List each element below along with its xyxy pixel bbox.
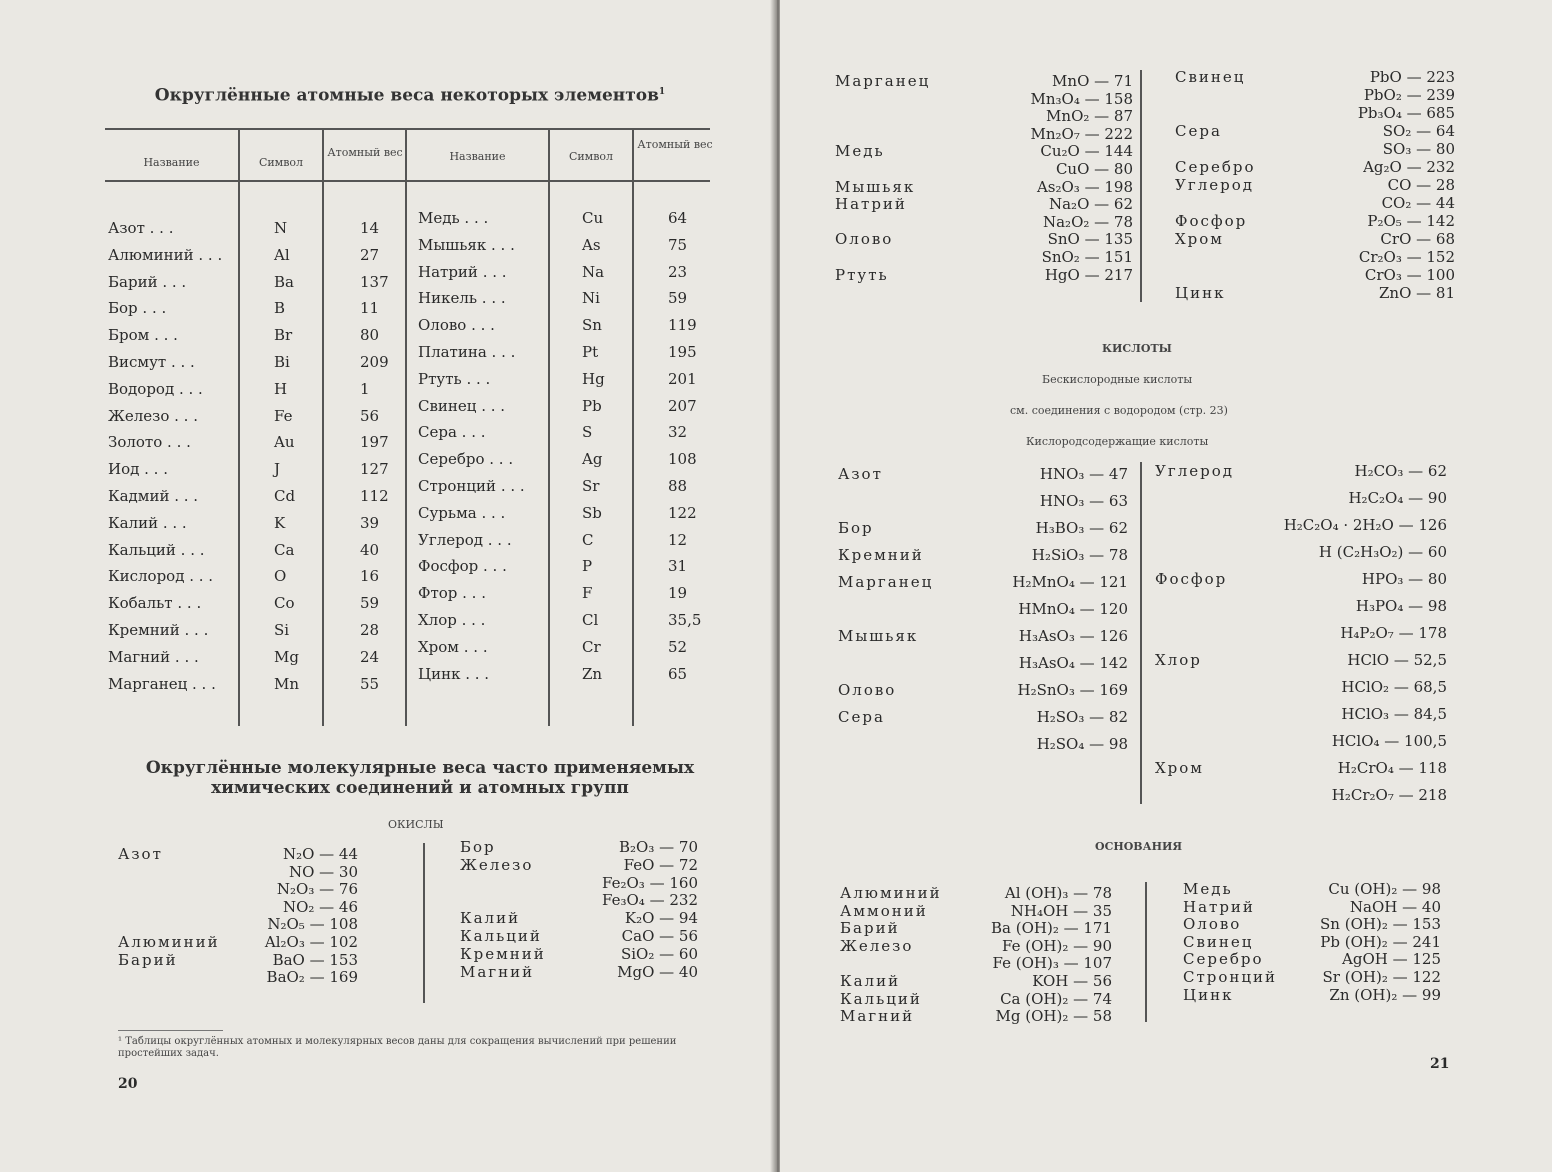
- compound-element-name: Олово: [1183, 915, 1242, 934]
- compound-element-name: Железо: [460, 855, 534, 874]
- compound-element-name: Углерод: [1155, 462, 1234, 480]
- compound-formula: H₂SO₃ — 82: [1036, 708, 1128, 726]
- compound-formula: CO₂ — 44: [1381, 194, 1455, 212]
- element-symbol: J: [274, 460, 281, 479]
- compound-formula: Ca (OH)₂ — 74: [1000, 989, 1112, 1008]
- element-weight: 28: [360, 621, 380, 639]
- compound-formula: CaO — 56: [621, 927, 698, 945]
- header-weight-1: Атомный вес: [327, 146, 403, 159]
- compound-element-name: Аммоний: [840, 901, 928, 920]
- element-name: Бор . . .: [108, 299, 167, 318]
- footnote: ¹ Таблицы округлённых атомных и молекулярных весов даны для сокращения вычислений при решении простейших задач.: [118, 1036, 677, 1059]
- element-symbol: Ba: [274, 272, 294, 291]
- compound-formula: NaOH — 40: [1349, 897, 1441, 916]
- element-weight: 19: [668, 584, 688, 603]
- element-name: Серебро . . .: [418, 450, 514, 469]
- element-weight: 88: [668, 477, 688, 495]
- compound-formula: Ba (OH)₂ — 171: [991, 919, 1112, 938]
- compound-formula: N₂O — 44: [282, 845, 358, 863]
- compound-element-name: Сера: [838, 708, 885, 726]
- compound-element-name: Барий: [118, 950, 178, 969]
- compound-element-name: Свинец: [1175, 68, 1246, 86]
- element-name: Висмут . . .: [108, 353, 195, 371]
- compound-formula: NO₂ — 46: [282, 897, 358, 916]
- element-name: Ртуть . . .: [418, 369, 491, 388]
- element-symbol: P: [582, 557, 593, 576]
- compound-formula: HClO₃ — 84,5: [1341, 705, 1447, 723]
- compound-formula: P₂O₅ — 142: [1367, 212, 1455, 230]
- compound-formula: SO₂ — 64: [1382, 122, 1455, 140]
- element-symbol: H: [274, 379, 288, 398]
- element-name: Углерод . . .: [418, 530, 512, 549]
- element-name: Сурьма . . .: [418, 503, 506, 522]
- element-name: Кремний . . .: [108, 621, 209, 639]
- compound-formula: PbO₂ — 239: [1363, 86, 1455, 104]
- compound-element-name: Серебро: [1175, 158, 1256, 176]
- element-name: Сера . . .: [418, 423, 486, 442]
- element-name: Олово . . .: [418, 316, 495, 335]
- atomic-weights-title: Округлённые атомные веса некоторых элементов$^1$: [154, 85, 666, 106]
- compound-formula: ZnO — 81: [1378, 284, 1455, 302]
- compound-element-name: Железо: [840, 936, 914, 955]
- element-weight: 40: [360, 540, 380, 559]
- element-weight: 80: [360, 326, 380, 345]
- compound-formula: Ag₂O — 232: [1363, 158, 1455, 176]
- compound-formula: H₃BO₃ — 62: [1035, 519, 1128, 537]
- compound-formula: H₃AsO₃ — 126: [1018, 627, 1128, 645]
- element-symbol: Cu: [582, 209, 604, 227]
- oxygen-free-acids-note: см. соединения с водородом (стр. 23): [1010, 404, 1228, 417]
- element-symbol: O: [274, 567, 287, 586]
- compound-element-name: Азот: [838, 465, 883, 483]
- element-symbol: Mn: [274, 674, 300, 693]
- compound-element-name: Бор: [460, 838, 496, 856]
- element-symbol: Al: [274, 245, 290, 264]
- element-name: Фтор . . .: [418, 584, 486, 603]
- compound-element-name: Хлор: [1155, 651, 1202, 669]
- element-symbol: Ag: [582, 450, 603, 469]
- element-symbol: Br: [274, 326, 293, 345]
- element-symbol: Zn: [582, 664, 603, 683]
- element-symbol: Mg: [274, 647, 299, 666]
- compound-formula: Sn (OH)₂ — 153: [1320, 915, 1441, 934]
- element-name: Железо . . .: [108, 406, 198, 425]
- compound-formula: FeO — 72: [623, 855, 698, 874]
- compound-formula: H (C₂H₃O₂) — 60: [1318, 543, 1447, 561]
- compound-formula: H₂SnO₃ — 169: [1017, 681, 1128, 699]
- header-symbol-1: Символ: [258, 156, 304, 169]
- element-weight: 122: [668, 503, 697, 522]
- compound-formula: BaO — 153: [272, 950, 358, 969]
- compound-element-name: Алюминий: [118, 933, 220, 951]
- element-weight: 119: [668, 316, 697, 335]
- element-symbol: K: [274, 513, 286, 532]
- compound-element-name: Кальций: [460, 927, 542, 945]
- compound-formula: H₂Cr₂O₇ — 218: [1331, 786, 1447, 804]
- element-weight: 27: [360, 245, 380, 264]
- compound-formula: H₂C₂O₄ — 90: [1348, 489, 1447, 507]
- compound-formula: NO — 30: [288, 862, 358, 881]
- element-name: Бром . . .: [108, 326, 178, 345]
- compound-element-name: Магний: [840, 1007, 915, 1026]
- element-symbol: Co: [274, 594, 295, 613]
- compound-formula: BaO₂ — 169: [266, 968, 358, 987]
- element-weight: 65: [668, 664, 688, 683]
- element-symbol: Au: [274, 433, 295, 452]
- header-name-2: Название: [449, 150, 506, 163]
- compound-formula: CuO — 80: [1055, 160, 1133, 178]
- compound-formula: H₂CO₃ — 62: [1354, 462, 1447, 480]
- compound-formula: H₄P₂O₇ — 178: [1340, 624, 1447, 642]
- compound-element-name: Фосфор: [1155, 570, 1228, 588]
- compound-formula: Cr₂O₃ — 152: [1358, 248, 1455, 266]
- header-name-1: Название: [143, 156, 200, 169]
- element-name: Магний . . .: [108, 647, 199, 666]
- compound-formula: SiO₂ — 60: [620, 944, 698, 963]
- compound-formula: SnO — 135: [1047, 230, 1133, 249]
- element-weight: 32: [668, 423, 688, 442]
- element-name: Хлор . . .: [418, 611, 486, 629]
- element-name: Цинк . . .: [418, 664, 490, 683]
- compound-element-name: Свинец: [1183, 932, 1254, 951]
- element-name: Медь . . .: [418, 209, 489, 227]
- header-symbol-2: Символ: [568, 150, 614, 163]
- element-symbol: Sb: [582, 503, 602, 522]
- compound-formula: H₂MnO₄ — 121: [1012, 573, 1128, 591]
- element-name: Азот . . .: [108, 219, 174, 237]
- compound-element-name: Марганец: [838, 573, 934, 591]
- element-symbol: Si: [274, 621, 290, 639]
- element-name: Барий . . .: [108, 272, 187, 291]
- element-weight: 127: [360, 460, 389, 479]
- compound-element-name: Олово: [838, 681, 897, 699]
- element-weight: 108: [668, 450, 697, 469]
- element-symbol: Na: [582, 262, 605, 281]
- compound-element-name: Кремний: [838, 546, 924, 564]
- element-name: Фосфор . . .: [418, 557, 507, 576]
- compound-formula: B₂O₃ — 70: [619, 838, 698, 856]
- compound-element-name: Хром: [1155, 759, 1204, 777]
- compound-formula: CrO — 68: [1380, 230, 1455, 248]
- element-symbol: Bi: [274, 353, 290, 371]
- element-weight: 112: [360, 487, 389, 505]
- element-name: Свинец . . .: [418, 396, 506, 415]
- compound-formula: HNO₃ — 47: [1039, 465, 1128, 483]
- compound-formula: PbO — 223: [1369, 68, 1455, 86]
- element-symbol: Ni: [582, 289, 600, 308]
- compound-formula: H₂C₂O₄ · 2H₂O — 126: [1283, 516, 1447, 534]
- element-symbol: Sr: [582, 477, 600, 495]
- oxides-title: ОКИСЛЫ: [388, 818, 444, 831]
- compound-element-name: Калий: [460, 909, 521, 928]
- element-weight: 12: [668, 530, 688, 549]
- compound-formula: MgO — 40: [617, 962, 698, 981]
- element-name: Калий . . .: [108, 513, 187, 532]
- compound-formula: H₂SO₄ — 98: [1036, 735, 1128, 753]
- compound-formula: MnO₂ — 87: [1046, 107, 1133, 126]
- compound-element-name: Мышьяк: [838, 627, 919, 645]
- compound-element-name: Хром: [1175, 230, 1224, 248]
- compound-element-name: Углерод: [1175, 176, 1254, 194]
- compound-element-name: Кальций: [840, 989, 922, 1008]
- compound-element-name: Цинк: [1183, 985, 1234, 1004]
- element-name: Иод . . .: [108, 460, 168, 479]
- element-weight: 31: [668, 557, 688, 576]
- element-name: Алюминий . . .: [108, 245, 223, 264]
- element-name: Мышьяк . . .: [418, 235, 515, 254]
- compound-formula: AgOH — 125: [1342, 950, 1441, 969]
- compound-formula: Na₂O — 62: [1048, 195, 1133, 214]
- compound-formula: Mg (OH)₂ — 58: [995, 1007, 1112, 1026]
- compound-element-name: Марганец: [835, 72, 931, 90]
- element-weight: 207: [668, 396, 697, 415]
- compound-element-name: Бор: [838, 519, 874, 537]
- compound-formula: Mn₃O₄ — 158: [1030, 89, 1133, 108]
- compound-formula: Al (OH)₃ — 78: [1004, 884, 1112, 902]
- compound-element-name: Медь: [1183, 880, 1233, 898]
- element-weight: 39: [360, 513, 380, 532]
- compound-formula: Zn (OH)₂ — 99: [1329, 985, 1441, 1004]
- element-name: Кадмий . . .: [108, 487, 199, 505]
- oxygen-acids-title: Кислородсодержащие кислоты: [1026, 435, 1209, 448]
- element-name: Марганец . . .: [108, 674, 216, 693]
- element-symbol: Cl: [582, 611, 599, 629]
- compound-formula: HgO — 217: [1044, 265, 1133, 284]
- compound-formula: HClO₄ — 100,5: [1331, 732, 1447, 750]
- compound-formula: NH₄OH — 35: [1010, 901, 1112, 920]
- element-symbol: Pb: [582, 396, 602, 415]
- element-symbol: C: [582, 530, 594, 549]
- element-weight: 64: [668, 209, 688, 227]
- element-weight: 1: [360, 379, 370, 398]
- page-number-right: 21: [1430, 1056, 1450, 1072]
- bases-title: ОСНОВАНИЯ: [1095, 840, 1183, 853]
- compound-formula: H₃AsO₄ — 142: [1018, 654, 1128, 672]
- element-weight: 137: [360, 272, 389, 291]
- compound-formula: H₂SiO₃ — 78: [1031, 546, 1128, 564]
- compound-formula: SnO₂ — 151: [1041, 248, 1133, 266]
- compound-formula: HClO₂ — 68,5: [1341, 678, 1447, 696]
- element-symbol: Fe: [274, 406, 293, 425]
- compound-formula: KOH — 56: [1032, 972, 1112, 990]
- compound-element-name: Цинк: [1175, 284, 1226, 302]
- element-symbol: As: [582, 235, 601, 254]
- compound-formula: Al₂O₃ — 102: [264, 933, 358, 951]
- element-name: Никель . . .: [418, 289, 506, 308]
- compound-formula: Fe (OH)₂ — 90: [1002, 936, 1112, 955]
- compound-element-name: Азот: [118, 845, 163, 863]
- element-weight: 195: [668, 343, 697, 361]
- compound-element-name: Медь: [835, 142, 885, 161]
- compound-formula: Cu₂O — 144: [1040, 142, 1133, 161]
- compound-formula: HMnO₄ — 120: [1018, 600, 1128, 618]
- element-weight: 55: [360, 674, 380, 693]
- element-name: Платина . . .: [418, 343, 516, 361]
- element-name: Стронций . . .: [418, 477, 525, 495]
- element-name: Кальций . . .: [108, 540, 205, 559]
- element-name: Кислород . . .: [108, 567, 214, 586]
- element-name: Кобальт . . .: [108, 594, 202, 613]
- compound-element-name: Кремний: [460, 944, 546, 963]
- compound-formula: As₂O₃ — 198: [1036, 177, 1133, 196]
- element-weight: 209: [360, 353, 389, 371]
- compound-element-name: Натрий: [835, 195, 907, 214]
- element-symbol: Sn: [582, 316, 602, 335]
- molecular-weights-title: Округлённые молекулярные веса часто применяемых химических соединений и атомных групп: [145, 758, 695, 798]
- compound-formula: CO — 28: [1387, 176, 1455, 194]
- element-symbol: N: [274, 219, 288, 237]
- compound-element-name: Ртуть: [835, 265, 889, 284]
- compound-formula: H₂CrO₄ — 118: [1337, 759, 1447, 777]
- element-weight: 23: [668, 262, 688, 281]
- element-weight: 16: [360, 567, 380, 586]
- element-symbol: Ca: [274, 540, 295, 559]
- header-weight-2: Атомный вес: [637, 138, 713, 151]
- element-weight: 75: [668, 235, 688, 254]
- compound-formula: MnO — 71: [1052, 72, 1133, 90]
- compound-element-name: Натрий: [1183, 897, 1255, 916]
- acids-title: КИСЛОТЫ: [1102, 342, 1172, 355]
- compound-formula: HClO — 52,5: [1347, 651, 1447, 669]
- element-weight: 197: [360, 433, 389, 452]
- compound-formula: SO₃ — 80: [1382, 140, 1455, 158]
- compound-formula: Cu (OH)₂ — 98: [1328, 880, 1441, 898]
- element-name: Водород . . .: [108, 379, 203, 398]
- compound-formula: N₂O₅ — 108: [267, 915, 358, 934]
- element-symbol: Cd: [274, 487, 296, 505]
- compound-formula: Fe₃O₄ — 232: [602, 891, 698, 910]
- compound-element-name: Сера: [1175, 122, 1222, 140]
- right-page: [780, 0, 1552, 1172]
- compound-formula: HNO₃ — 63: [1039, 492, 1128, 510]
- compound-formula: N₂O₃ — 76: [276, 880, 358, 899]
- compound-formula: Fe (OH)₃ — 107: [992, 954, 1112, 973]
- compound-formula: Mn₂O₇ — 222: [1030, 124, 1133, 143]
- element-symbol: Hg: [582, 369, 605, 388]
- element-symbol: B: [274, 299, 286, 318]
- compound-element-name: Серебро: [1183, 950, 1264, 969]
- element-weight: 14: [360, 219, 380, 237]
- compound-formula: CrO₃ — 100: [1364, 266, 1455, 284]
- compound-element-name: Олово: [835, 230, 894, 249]
- element-name: Хром . . .: [418, 637, 488, 656]
- element-symbol: F: [582, 584, 593, 603]
- element-weight: 59: [360, 594, 380, 613]
- element-weight: 24: [360, 647, 380, 666]
- element-symbol: S: [582, 423, 593, 442]
- page-number-left: 20: [118, 1076, 138, 1092]
- compound-formula: H₃PO₄ — 98: [1355, 597, 1447, 615]
- element-weight: 35,5: [668, 611, 702, 629]
- element-weight: 59: [668, 289, 688, 308]
- compound-element-name: Барий: [840, 919, 900, 938]
- element-symbol: Pt: [582, 343, 599, 361]
- element-weight: 56: [360, 406, 380, 425]
- compound-formula: Fe₂O₃ — 160: [602, 873, 698, 892]
- element-symbol: Cr: [582, 637, 601, 656]
- compound-element-name: Алюминий: [840, 884, 942, 902]
- compound-formula: K₂O — 94: [624, 909, 698, 928]
- compound-formula: Sr (OH)₂ — 122: [1322, 968, 1441, 986]
- oxygen-free-acids-title: Бескислородные кислоты: [1042, 373, 1193, 386]
- compound-formula: Na₂O₂ — 78: [1042, 212, 1133, 231]
- element-name: Золото . . .: [108, 433, 191, 452]
- compound-formula: Pb (OH)₂ — 241: [1320, 932, 1441, 951]
- compound-element-name: Мышьяк: [835, 177, 916, 196]
- element-weight: 11: [360, 299, 380, 318]
- element-weight: 52: [668, 637, 688, 656]
- compound-element-name: Калий: [840, 972, 901, 990]
- compound-element-name: Магний: [460, 962, 535, 981]
- compound-element-name: Фосфор: [1175, 212, 1248, 230]
- compound-formula: HPO₃ — 80: [1361, 570, 1447, 588]
- compound-formula: Pb₃O₄ — 685: [1357, 104, 1455, 122]
- element-weight: 201: [668, 369, 697, 388]
- compound-element-name: Стронций: [1183, 968, 1278, 986]
- element-name: Натрий . . .: [418, 262, 507, 281]
